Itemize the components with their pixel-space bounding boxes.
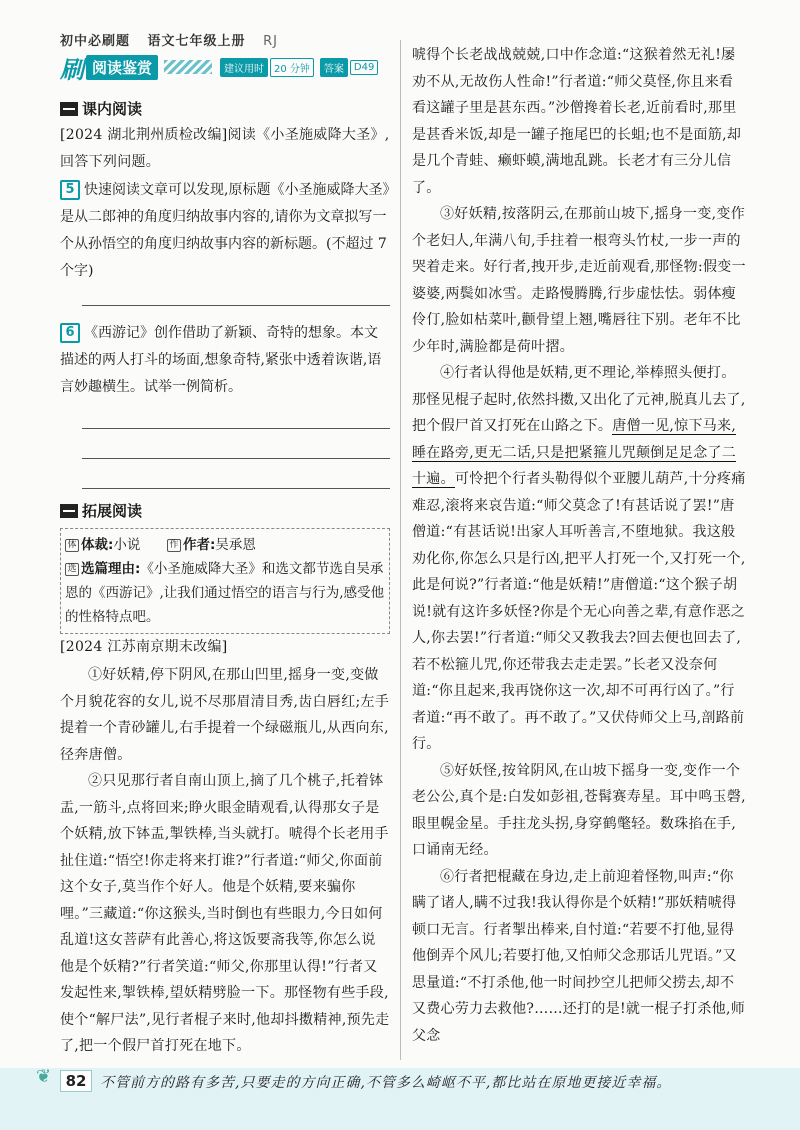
passage-paragraph-6: ⑥行者把棍藏在身边,走上前迎着怪物,叫声:“你瞒了诸人,瞒不过我!我认得你是个妖精!”那妖精唬得顿口无言。行者掣出棒来,自忖道:“若要不打他,显得他倒弄个风儿;若要打他,又怕师父念那话儿咒语。”又思量道:“不打杀他,他一时间抄空儿把师父捞去,却不又费心劳力去救他?……还打的是!就一棍子打杀他,师父念	[412, 868, 746, 1044]
reading-info-box	[60, 528, 390, 634]
question-6-number: 6	[60, 323, 80, 343]
edition-label: RJ	[263, 34, 278, 49]
answer-page: D49	[350, 60, 378, 75]
part1-heading-text: 课内阅读	[82, 100, 143, 118]
part1-source: [2024 湖北荆州质检改编]阅读《小圣施威降大圣》,回答下列问题。	[60, 127, 390, 170]
answer-line-q6-1[interactable]	[82, 428, 390, 429]
genre-author-row	[65, 533, 385, 557]
author-value: 吴承恩	[215, 537, 256, 553]
passage-paragraph-3: ③好妖精,按落阴云,在那前山坡下,摇身一变,变作个老妇人,年满八旬,手拄着一根弯头竹杖,一步一声的哭着走来。好行者,拽开步,走近前观看,那怪物:假变一婆婆,两鬓如冰雪。走路慢腾腾,行步虚怯怯。弱体瘦伶仃,脸如枯菜叶,颧骨望上翘,嘴唇往下别。老年不比少年时,满脸都是荷叶摺。	[412, 206, 746, 355]
heading-marker-icon	[60, 504, 78, 518]
genre-label: 体裁:	[81, 537, 114, 553]
part2-heading-text: 拓展阅读	[82, 502, 143, 520]
genre-icon: 体	[65, 539, 79, 552]
passage-right-column	[412, 42, 747, 1049]
heading-marker-icon	[60, 102, 78, 116]
answer-line-q6-3[interactable]	[82, 488, 390, 489]
reason-icon: 选	[65, 563, 79, 576]
reason-row	[65, 557, 385, 629]
answer-line-q6-2[interactable]	[82, 458, 390, 459]
section-banner	[60, 52, 395, 82]
paragraph-4-end: 可怜把个行者头勒得似个亚腰儿葫芦,十分疼痛难忍,滚将来哀告道:“师父莫念了!有甚话说了罢!”唐僧道:“有甚话说!出家人耳听善言,不堕地狱。我这般劝化你,你怎么只是行凶,把平人打死一个,又打死一个,此是何说?”行者道:“他是妖精!”唐僧道:“这个猴子胡说!就有这许多妖怪?你是个无心向善之辈,有意作恶之人,你去罢!”行者道:“师父又教我去?回去便也回去了,若不松箍儿咒,你还带我去走走罢。”长老又没奈何道:“你且起来,我再饶你这一次,却不可再行凶了。”行者道:“再不敢了。再不敢了。”又伏侍师父上马,剖路前行。	[412, 471, 746, 752]
passage-paragraph-5: ⑤好妖怪,按耸阴风,在山坡下摇身一变,变作一个老公公,真个是:白发如彭祖,苍髯赛寿星。耳中鸣玉磬,眼里幌金星。手拄龙头拐,身穿鹤氅轻。数珠掐在手,口诵南无经。	[412, 762, 746, 858]
part2-source: [2024 江苏南京期末改编]	[60, 639, 228, 655]
answer-label: 答案	[320, 58, 348, 77]
passage-paragraph-4	[412, 360, 747, 758]
part1-heading	[60, 98, 142, 119]
book-title: 语文七年级上册	[147, 34, 246, 49]
time-value: 20 分钟	[270, 58, 314, 77]
author-label: 作者:	[183, 537, 216, 553]
paragraph-4-start: ④行者认得他是妖精,更不理论,举棒照头便打。那怪见棍子起时,依然抖擞,又出化了元神,脱真儿去了,把个假尸首又打死在山路之下。	[412, 365, 746, 434]
genre-value: 小说	[113, 537, 141, 553]
column-divider	[400, 40, 401, 1060]
passage-left-column	[60, 662, 390, 1060]
brand-mark: 刷	[60, 55, 84, 84]
passage-paragraph-1: ①好妖精,停下阴风,在那山凹里,摇身一变,变做个月貌花容的女儿,说不尽那眉清目秀,齿白唇红;左手提着一个青砂罐儿,右手提着一个绿磁瓶儿,从西向东,径奔唐僧。	[60, 667, 390, 763]
question-6	[60, 320, 390, 401]
time-label: 建议用时	[220, 58, 268, 77]
decorative-stripes	[164, 60, 212, 74]
footer-motto: 不管前方的路有多苦,只要走的方向正确,不管多么崎岖不平,都比站在原地更接近幸福。	[100, 1075, 672, 1091]
question-6-text: 《西游记》创作借助了新颖、奇特的想象。本文描述的两人打斗的场面,想象奇特,紧张中透着诙谐,语言妙趣横生。试举一例简析。	[60, 325, 382, 395]
running-header	[60, 30, 290, 49]
reason-label: 选篇理由:	[81, 561, 141, 577]
underlined-sentence: 唐僧一见,惊下马来,睡在路旁,更无二话,只是把紧箍儿咒颠倒足足念了二十遍。	[412, 418, 737, 487]
answer-line-q5[interactable]	[82, 305, 390, 306]
leaf-icon: ❦	[36, 1066, 52, 1087]
page-number: 82	[60, 1070, 92, 1092]
question-5	[60, 177, 390, 285]
section-title: 阅读鉴赏	[86, 55, 158, 80]
question-5-text: 快速阅读文章可以发现,原标题《小圣施威降大圣》是从二郎神的角度归纳故事内容的,请你为文章拟写一个从孙悟空的角度归纳故事内容的新标题。(不超过 7 个字)	[60, 182, 390, 279]
series-title: 初中必刷题	[60, 34, 131, 49]
passage-paragraph-2: ②只见那行者自南山顶上,摘了几个桃子,托着钵盂,一筋斗,点将回来;睁火眼金睛观看,认得那女子是个妖精,放下钵盂,掣铁棒,当头就打。唬得个长老用手扯住道:“悟空!你走将来打谁?”行者道:“师父,你面前这个女子,莫当作个好人。他是个妖精,要来骗你哩。”三藏道:“你这猴头,当时倒也有些眼力,今日如何乱道!这女菩萨有此善心,将这饭要斋我等,你怎么说他是个妖精?”行者笑道:“师父,你那里认得!”行者又发起性来,掣铁棒,望妖精劈脸一下。那怪物有些手段,使个“解尸法”,见行者棍子来时,他却抖擞精神,预先走了,把一个假尸首打死在地下。	[60, 773, 390, 1054]
question-5-number: 5	[60, 180, 80, 200]
passage-paragraph-2-cont: 唬得个长老战战兢兢,口中作念道:“这猴着然无礼!屡劝不从,无故伤人性命!”行者道:“师父莫怪,你且来看看这罐子里是甚东西。”沙僧搀着长老,近前看时,那里是甚香米饭,却是一罐子拖尾巴的长蛆;也不是面筋,却是几个青蛙、癞虾蟆,满地乱跳。长老才有三分儿信了。	[412, 47, 742, 196]
author-icon: 作	[167, 539, 181, 552]
part2-heading	[60, 500, 142, 521]
reason-text: 《小圣施威降大圣》和选文都节选自吴承恩的《西游记》,让我们通过悟空的语言与行为,感受他的性格特点吧。	[65, 561, 385, 625]
